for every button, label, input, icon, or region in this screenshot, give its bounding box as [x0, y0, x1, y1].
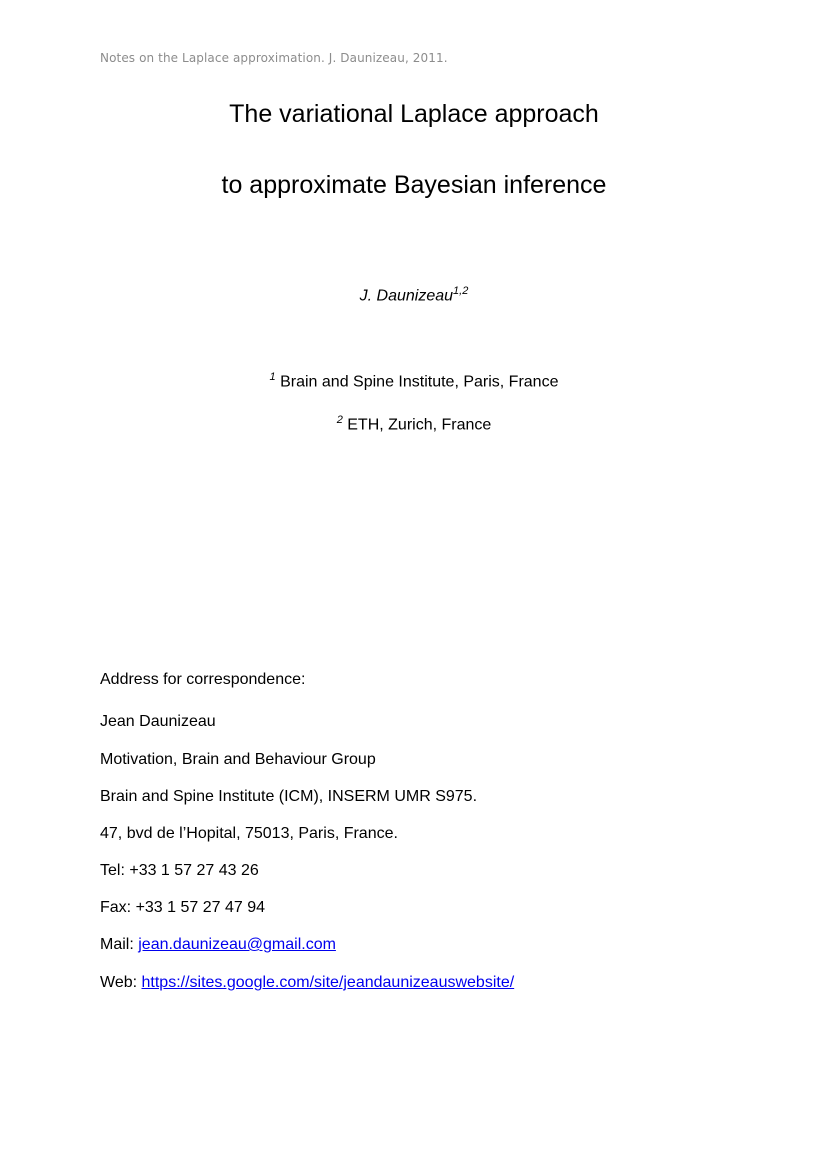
- affiliation-1-mark: 1: [269, 371, 276, 383]
- author-line: [0, 285, 828, 305]
- mail-label: Mail:: [100, 936, 139, 953]
- correspondence-fax: Fax: +33 1 57 27 47 94: [100, 899, 266, 916]
- correspondence-institute: Brain and Spine Institute (ICM), INSERM UMR S975.: [100, 788, 478, 805]
- affiliation-2-text: ETH, Zurich, France: [342, 416, 492, 434]
- affiliation-1-text: Brain and Spine Institute, Paris, France: [275, 373, 559, 391]
- correspondence-heading: Address for correspondence:: [100, 671, 306, 688]
- affiliation-2: [0, 414, 828, 434]
- title-line-1: The variational Laplace approach: [229, 100, 599, 128]
- website-link[interactable]: https://sites.google.com/site/jeandaunizeauswebsite/: [141, 974, 515, 991]
- correspondence-tel: Tel: +33 1 57 27 43 26: [100, 862, 259, 879]
- web-label: Web:: [100, 974, 142, 991]
- correspondence-address: 47, bvd de l’Hopital, 75013, Paris, France.: [100, 825, 398, 842]
- author-name: J. Daunizeau: [359, 287, 454, 305]
- author-affil-marks: 1,2: [453, 285, 469, 297]
- correspondence-group: Motivation, Brain and Behaviour Group: [100, 751, 376, 768]
- correspondence-name: Jean Daunizeau: [100, 713, 216, 730]
- correspondence-mail-row: [100, 936, 336, 954]
- title-line-2: to approximate Bayesian inference: [221, 171, 607, 199]
- affiliation-1: [0, 371, 828, 391]
- correspondence-web-row: [100, 974, 514, 992]
- affiliation-2-mark: 2: [336, 414, 343, 426]
- running-header: Notes on the Laplace approximation. J. Daunizeau, 2011.: [100, 51, 448, 65]
- email-link[interactable]: jean.daunizeau@gmail.com: [138, 936, 336, 953]
